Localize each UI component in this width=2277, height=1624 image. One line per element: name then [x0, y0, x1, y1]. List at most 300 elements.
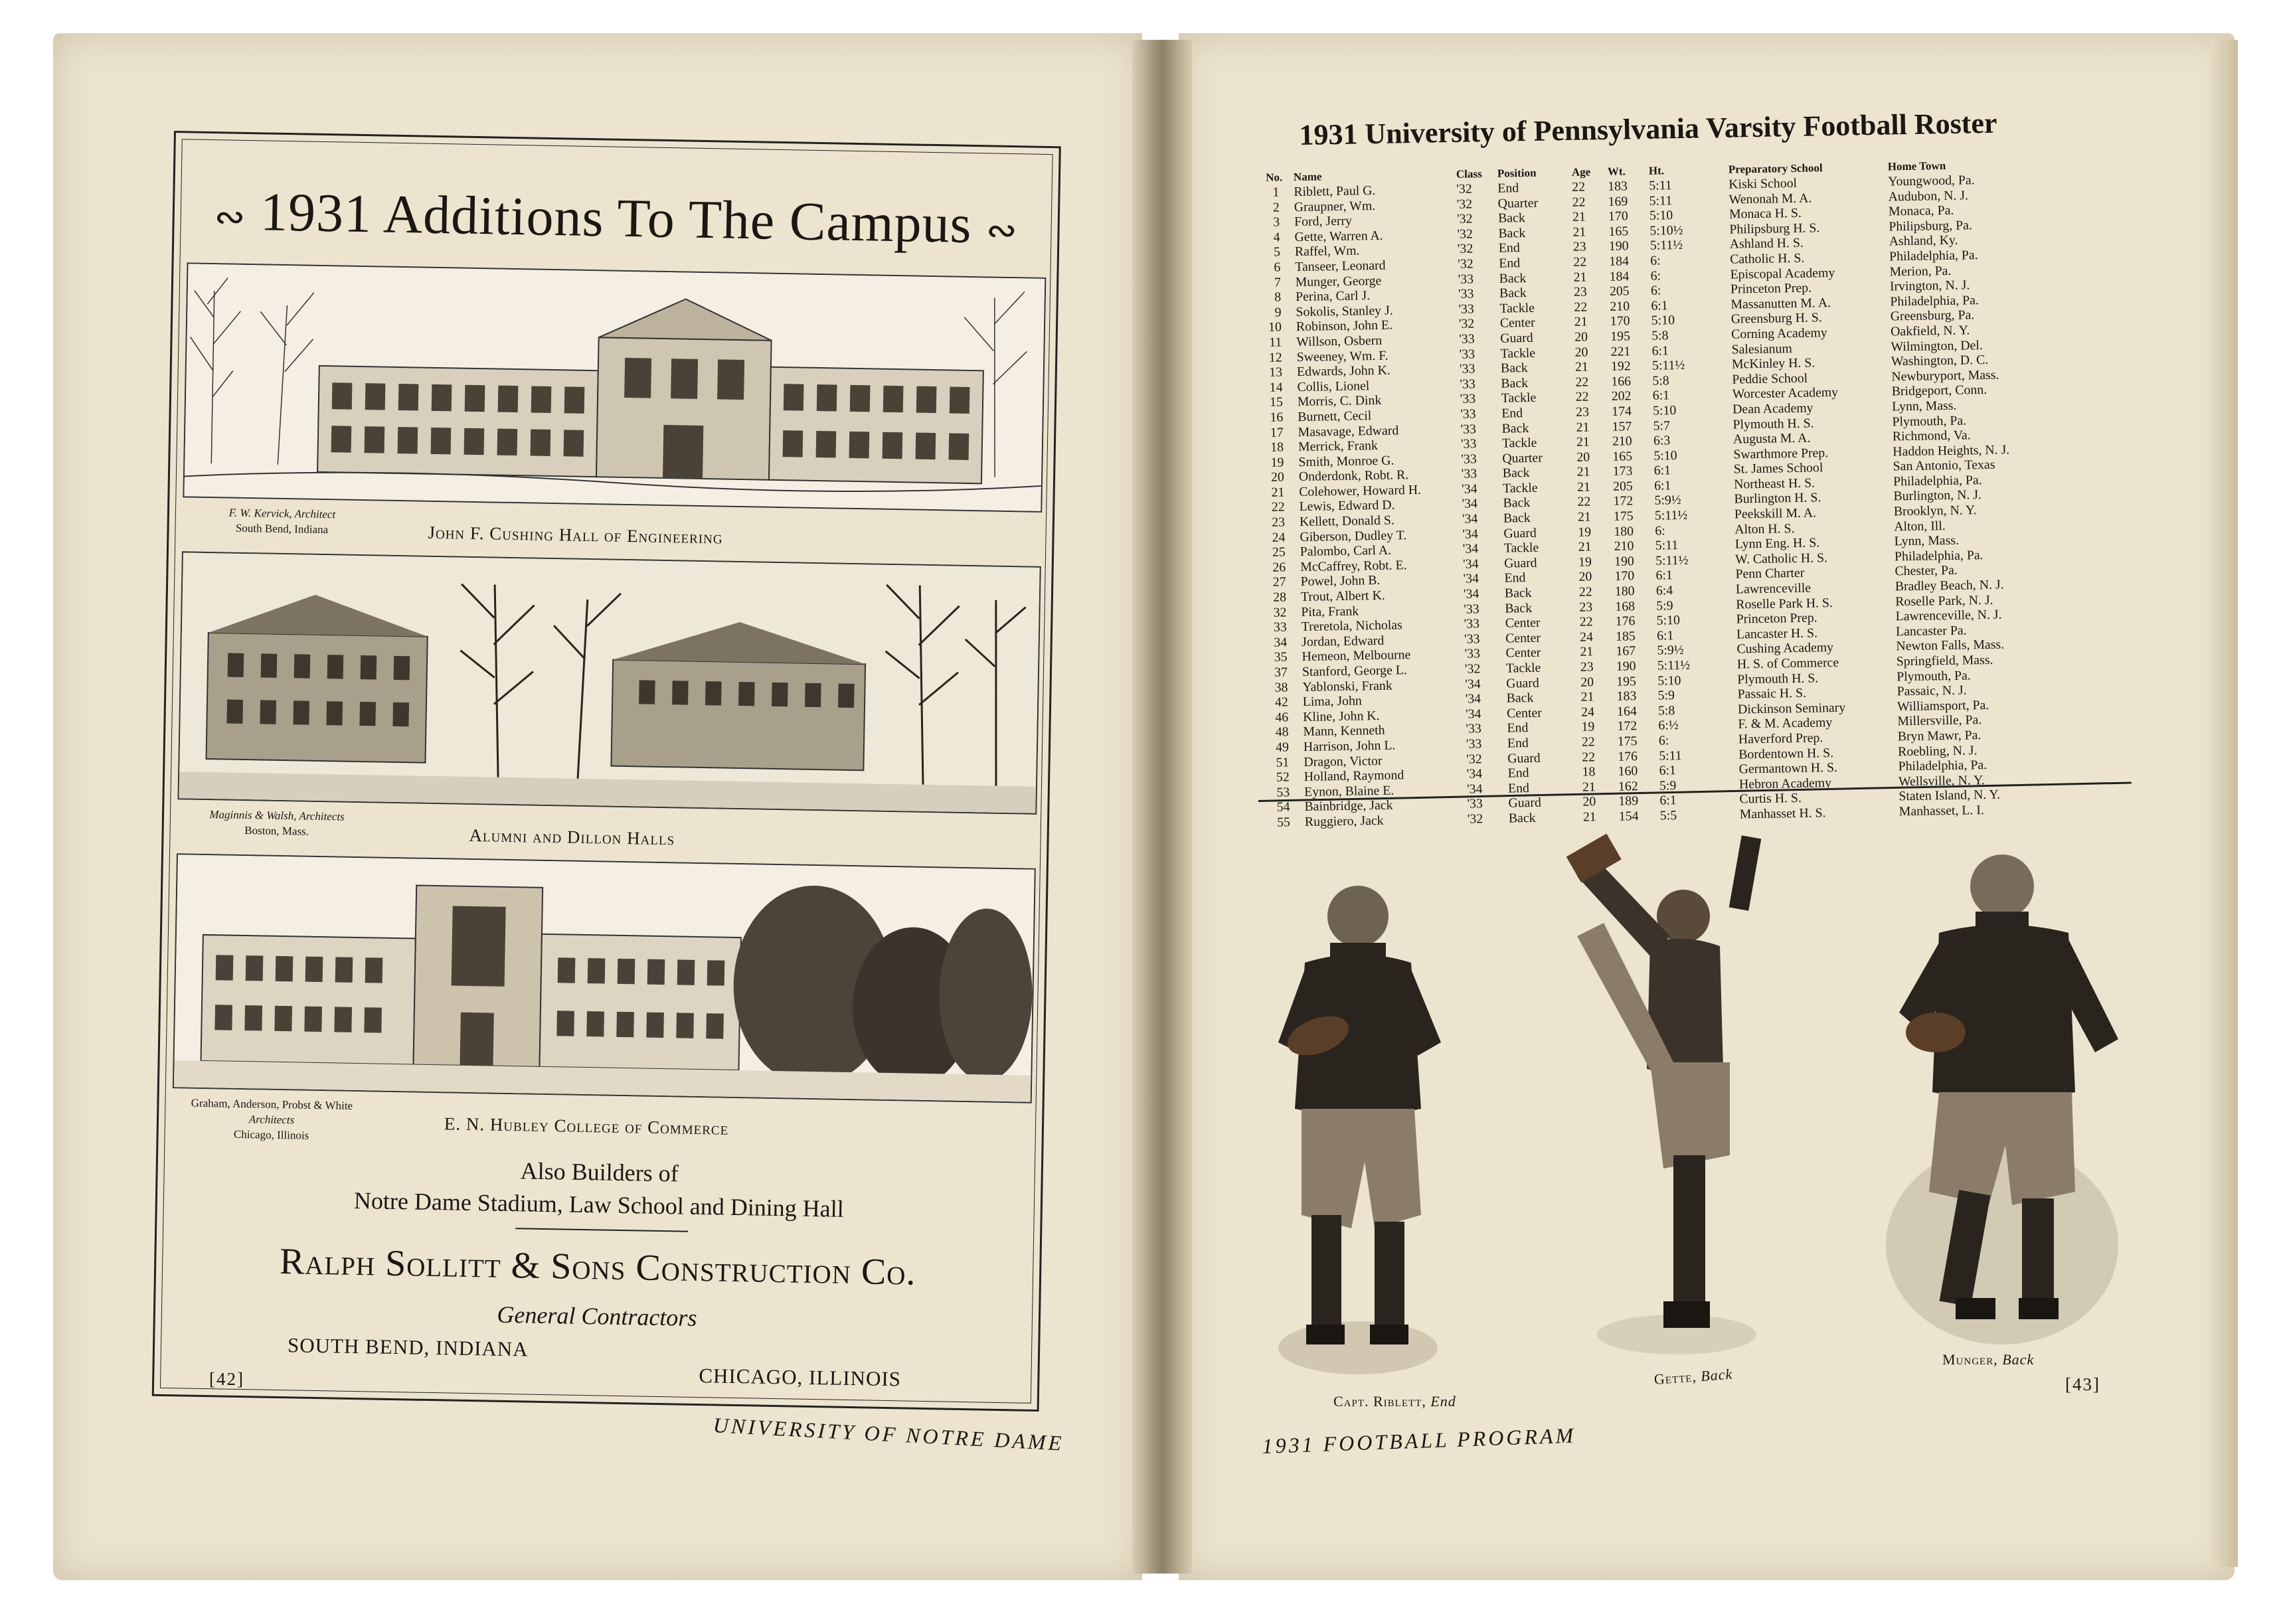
- advertisement-frame: [152, 131, 1061, 1412]
- roster-cell: 21: [1576, 464, 1590, 480]
- roster-cell: 5:11½: [1649, 238, 1683, 254]
- roster-cell: 21: [1271, 485, 1285, 500]
- cushing-architect-credit: [182, 505, 382, 538]
- roster-cell: '34: [1462, 481, 1477, 497]
- roster-cell: Corning Academy: [1731, 325, 1827, 342]
- roster-cell: Episcopal Academy: [1730, 265, 1835, 282]
- hubley-college-caption: E. N. Hubley College of Commerce: [444, 1113, 729, 1139]
- roster-cell: '33: [1459, 331, 1475, 347]
- roster-cell: Alton H. S.: [1734, 521, 1795, 537]
- roster-cell: 22: [1572, 195, 1586, 210]
- roster-cell: '33: [1466, 721, 1482, 737]
- roster-cell: Onderdonk, Robt. R.: [1298, 467, 1409, 485]
- roster-cell: Lawrenceville, N. J.: [1895, 607, 2002, 624]
- roster-cell: Back: [1508, 810, 1536, 826]
- roster-cell: Manhasset, L. I.: [1898, 803, 1984, 819]
- roster-cell: Kiski School: [1729, 175, 1798, 192]
- city-south-bend: SOUTH BEND, INDIANA: [287, 1333, 529, 1361]
- roster-cell: Holland, Raymond: [1304, 768, 1404, 785]
- roster-cell: Plymouth H. S.: [1732, 416, 1814, 432]
- roster-table: [1260, 157, 2066, 830]
- roster-cell: Ruggiero, Jack: [1304, 813, 1384, 829]
- roster-cell: Back: [1499, 270, 1527, 286]
- roster-cell: 35: [1274, 649, 1288, 665]
- roster-cell: Riblett, Paul G.: [1294, 183, 1376, 200]
- roster-cell: Colehower, Howard H.: [1299, 482, 1422, 499]
- roster-cell: Ashland, Ky.: [1889, 233, 1958, 249]
- roster-cell: 157: [1612, 418, 1632, 434]
- roster-cell: Roselle Park, N. J.: [1895, 592, 1993, 609]
- roster-cell: 170: [1608, 208, 1628, 224]
- roster-cell: Mann, Kenneth: [1303, 723, 1385, 740]
- roster-cell: 17: [1270, 424, 1284, 440]
- roster-cell: '33: [1458, 271, 1474, 287]
- roster-cell: Salesianum: [1731, 341, 1792, 357]
- roster-cell: '33: [1459, 361, 1476, 376]
- roster-cell: 5:11: [1649, 178, 1672, 193]
- roster-cell: Germantown H. S.: [1738, 760, 1838, 777]
- roster-cell: Collis, Lionel: [1297, 378, 1370, 394]
- player-name: Gette,: [1653, 1368, 1697, 1388]
- roster-cell: '33: [1464, 631, 1480, 647]
- roster-cell: 22: [1582, 749, 1596, 765]
- roster-cell: Munger, George: [1295, 273, 1382, 289]
- roster-cell: 49: [1275, 740, 1290, 755]
- roster-cell: 172: [1613, 493, 1634, 509]
- roster-cell: Ashland H. S.: [1729, 236, 1804, 252]
- roster-cell: '33: [1461, 451, 1477, 467]
- roster-cell: 5:8: [1657, 703, 1675, 718]
- roster-cell: 5:7: [1653, 418, 1671, 434]
- roster-cell: End: [1497, 181, 1519, 196]
- roster-cell: 19: [1581, 719, 1595, 735]
- roster-cell: 20: [1574, 344, 1588, 360]
- roster-cell: 9: [1274, 305, 1282, 320]
- alumni-dillon-illustration: [177, 551, 1041, 815]
- credit-line: Graham, Anderson, Probst & White: [191, 1096, 353, 1112]
- also-builders-line: Notre Dame Stadium, Law School and Dining Hall: [353, 1186, 845, 1222]
- roster-cell: 42: [1274, 694, 1288, 710]
- roster-cell: '32: [1467, 811, 1483, 827]
- roster-cell: Philadelphia, Pa.: [1889, 248, 1978, 264]
- swash-ornament-right: ∾: [985, 210, 1019, 252]
- roster-cell: 26: [1272, 560, 1286, 575]
- roster-cell: Guard: [1507, 750, 1541, 766]
- roster-cell: 20: [1270, 469, 1285, 485]
- roster-cell: Back: [1504, 585, 1532, 601]
- roster-cell: 6:1: [1652, 388, 1670, 404]
- roster-cell: 160: [1618, 764, 1638, 779]
- roster-cell: 52: [1276, 770, 1290, 785]
- roster-cell: 176: [1615, 613, 1636, 629]
- roster-cell: Wellsville, N. Y.: [1898, 772, 1985, 789]
- roster-cell: Staten Island, N. Y.: [1898, 787, 2001, 804]
- roster-cell: 5:10½: [1649, 222, 1683, 238]
- roster-cell: Back: [1501, 375, 1529, 391]
- roster-cell: Guard: [1506, 675, 1539, 691]
- roster-cell: End: [1507, 766, 1529, 781]
- roster-cell: 7: [1274, 275, 1281, 290]
- roster-cell: Philadelphia, Pa.: [1893, 472, 1982, 489]
- roster-cell: 5:9½: [1657, 643, 1684, 659]
- roster-cell: Chester, Pa.: [1895, 563, 1958, 579]
- roster-cell: 5:11½: [1657, 657, 1691, 673]
- roster-cell: Haverford Prep.: [1738, 730, 1823, 747]
- roster-cell: Tanseer, Leonard: [1295, 258, 1386, 275]
- roster-column-header: No.: [1266, 171, 1283, 184]
- roster-cell: 6:: [1650, 283, 1661, 298]
- player-photo-munger: [1876, 833, 2128, 1354]
- roster-cell: 6: [1274, 260, 1281, 275]
- roster-cell: St. James School: [1733, 460, 1823, 477]
- roster-cell: 221: [1610, 343, 1631, 359]
- roster-cell: 6:4: [1655, 583, 1673, 598]
- roster-cell: 165: [1612, 448, 1633, 464]
- roster-cell: '34: [1465, 676, 1481, 692]
- roster-cell: '32: [1457, 226, 1474, 242]
- roster-cell: Back: [1499, 285, 1527, 301]
- roster-cell: F. & M. Academy: [1738, 715, 1833, 732]
- roster-cell: 5:5: [1659, 808, 1677, 823]
- swash-ornament-left: ∾: [213, 196, 246, 238]
- credit-line: Boston, Mass.: [244, 823, 309, 838]
- roster-cell: 5:9: [1656, 598, 1673, 613]
- roster-cell: 192: [1610, 359, 1631, 374]
- roster-cell: 22: [1574, 299, 1588, 315]
- roster-cell: End: [1498, 240, 1520, 256]
- roster-cell: 6:: [1650, 268, 1661, 284]
- roster-cell: Dragon, Victor: [1304, 753, 1383, 770]
- roster-cell: '33: [1466, 736, 1482, 752]
- roster-cell: Guard: [1503, 525, 1537, 541]
- roster-cell: 2: [1272, 200, 1280, 215]
- roster-cell: 22: [1575, 374, 1589, 390]
- roster-cell: San Antonio, Texas: [1893, 457, 1995, 474]
- roster-cell: 23: [1580, 659, 1594, 675]
- roster-cell: Plymouth, Pa.: [1897, 668, 1971, 684]
- roster-cell: Greensburg, Pa.: [1890, 307, 1975, 324]
- roster-cell: Swarthmore Prep.: [1733, 445, 1829, 462]
- roster-cell: 51: [1276, 754, 1290, 770]
- roster-cell: Raffel, Wm.: [1294, 243, 1360, 260]
- roster-cell: 21: [1580, 689, 1594, 704]
- roster-cell: 21: [1576, 419, 1590, 435]
- roster-cell: '32: [1458, 316, 1475, 332]
- roster-cell: Eynon, Blaine E.: [1304, 783, 1394, 799]
- roster-cell: Lynn Eng. H. S.: [1734, 535, 1820, 552]
- roster-cell: 22: [1572, 179, 1586, 195]
- roster-cell: Pita, Frank: [1301, 604, 1359, 619]
- roster-cell: '34: [1462, 556, 1479, 572]
- player-position: Back: [2002, 1351, 2035, 1368]
- roster-cell: 22: [1577, 494, 1591, 510]
- roster-cell: Tackle: [1500, 345, 1536, 361]
- roster-cell: 20: [1574, 329, 1588, 345]
- roster-cell: 6:1: [1653, 478, 1671, 493]
- roster-cell: Robinson, John E.: [1296, 317, 1393, 335]
- roster-cell: Center: [1499, 315, 1535, 331]
- roster-cell: '33: [1459, 346, 1476, 362]
- roster-cell: Peddie School: [1732, 370, 1808, 387]
- roster-cell: Center: [1505, 645, 1541, 661]
- roster-cell: 21: [1572, 209, 1586, 224]
- roster-cell: 12: [1268, 350, 1282, 365]
- roster-cell: 210: [1614, 538, 1634, 554]
- roster-cell: 5:9: [1657, 688, 1675, 703]
- roster-cell: '33: [1460, 376, 1476, 392]
- roster-cell: Hemeon, Melbourne: [1302, 647, 1411, 665]
- roster-cell: Graupner, Wm.: [1294, 198, 1376, 214]
- roster-cell: Richmond, Va.: [1892, 428, 1971, 444]
- roster-column-header: Wt.: [1607, 165, 1626, 178]
- roster-cell: '34: [1463, 571, 1479, 587]
- roster-cell: Brooklyn, N. Y.: [1893, 503, 1977, 519]
- roster-cell: End: [1507, 780, 1530, 796]
- roster-cell: Kellett, Donald S.: [1299, 513, 1395, 530]
- roster-cell: Bridgeport, Conn.: [1891, 382, 1987, 399]
- roster-cell: 6:1: [1659, 793, 1677, 808]
- roster-cell: Gette, Warren A.: [1294, 228, 1383, 244]
- roster-cell: '33: [1458, 286, 1474, 301]
- roster-cell: Wenonah M. A.: [1729, 191, 1812, 207]
- roster-cell: Manhasset H. S.: [1739, 805, 1826, 822]
- roster-cell: 180: [1614, 584, 1635, 599]
- roster-cell: '33: [1467, 796, 1483, 812]
- roster-cell: Philipsburg, Pa.: [1889, 218, 1973, 234]
- roster-cell: 1: [1272, 185, 1280, 200]
- roster-cell: Burnett, Cecil: [1298, 408, 1372, 424]
- roster-cell: Ford, Jerry: [1294, 213, 1353, 230]
- roster-cell: 21: [1577, 509, 1591, 525]
- roster-cell: Irvington, N. J.: [1889, 278, 1970, 294]
- roster-title: 1931 University of Pennsylvania Varsity Football Roster: [1299, 106, 1997, 151]
- roster-cell: Dean Academy: [1732, 400, 1813, 417]
- roster-cell: 16: [1270, 410, 1284, 425]
- roster-cell: 190: [1608, 238, 1629, 254]
- running-footer-left: UNIVERSITY OF NOTRE DAME: [713, 1413, 1065, 1455]
- roster-cell: 32: [1273, 605, 1287, 620]
- player-name: Munger,: [1942, 1351, 1998, 1368]
- roster-cell: 185: [1615, 629, 1636, 644]
- roster-cell: 195: [1616, 673, 1637, 689]
- roster-cell: Hebron Academy: [1738, 775, 1832, 792]
- roster-cell: 5:11: [1659, 748, 1682, 764]
- roster-cell: H. S. of Commerce: [1736, 655, 1839, 672]
- roster-cell: 6:1: [1655, 568, 1673, 584]
- roster-cell: 20: [1576, 449, 1590, 465]
- roster-cell: 10: [1268, 319, 1282, 335]
- roster-cell: 5:10: [1656, 613, 1681, 628]
- roster-cell: Washington, D. C.: [1891, 353, 1989, 369]
- roster-cell: Trout, Albert K.: [1300, 588, 1385, 605]
- roster-cell: Monaca H. S.: [1729, 205, 1802, 222]
- roster-cell: 173: [1612, 463, 1633, 479]
- roster-cell: Burlington H. S.: [1734, 490, 1821, 507]
- roster-cell: '34: [1466, 766, 1483, 781]
- roster-cell: 25: [1272, 544, 1286, 560]
- player-caption-riblett: [1333, 1393, 1456, 1410]
- roster-cell: 53: [1276, 785, 1290, 800]
- roster-cell: 6:1: [1651, 343, 1669, 359]
- roster-cell: 5:9½: [1654, 493, 1681, 509]
- roster-cell: Lancaster H. S.: [1736, 625, 1818, 642]
- roster-cell: 28: [1273, 590, 1287, 605]
- roster-cell: 4: [1273, 230, 1280, 245]
- roster-cell: 27: [1272, 574, 1286, 590]
- roster-cell: '33: [1460, 421, 1477, 437]
- roster-cell: 22: [1578, 584, 1592, 600]
- roster-cell: Massanutten M. A.: [1730, 295, 1831, 312]
- credit-line: Chicago, Illinois: [233, 1127, 309, 1142]
- roster-cell: 20: [1580, 674, 1594, 690]
- roster-cell: '34: [1462, 541, 1479, 557]
- roster-cell: 34: [1274, 635, 1288, 650]
- roster-cell: Guard: [1500, 330, 1533, 346]
- roster-cell: Lawrenceville: [1735, 580, 1812, 597]
- roster-cell: 5:10: [1652, 403, 1677, 418]
- roster-cell: 205: [1609, 284, 1630, 299]
- roster-cell: 3: [1273, 214, 1280, 230]
- player-position: End: [1430, 1393, 1456, 1410]
- roster-cell: 15: [1269, 394, 1284, 410]
- roster-cell: 190: [1614, 554, 1634, 569]
- book-gutter: [1132, 40, 1192, 1574]
- roster-cell: Smith, Monroe G.: [1298, 453, 1394, 469]
- roster-cell: Cushing Academy: [1736, 640, 1834, 657]
- roster-cell: Curtis H. S.: [1739, 791, 1802, 807]
- roster-cell: End: [1507, 720, 1529, 736]
- roster-cell: Giberson, Dudley T.: [1300, 527, 1407, 544]
- roster-column-header: Preparatory School: [1728, 161, 1823, 176]
- roster-cell: 6:1: [1656, 628, 1674, 643]
- roster-cell: 23: [1272, 515, 1286, 530]
- roster-cell: End: [1504, 570, 1526, 586]
- roster-cell: 21: [1574, 359, 1588, 374]
- roster-cell: 210: [1612, 434, 1632, 449]
- roster-cell: Philipsburg H. S.: [1729, 220, 1820, 237]
- roster-cell: Dickinson Seminary: [1737, 700, 1846, 717]
- roster-cell: Edwards, John K.: [1296, 363, 1391, 380]
- roster-cell: Plymouth, Pa.: [1892, 413, 1967, 429]
- roster-cell: 54: [1276, 799, 1290, 815]
- roster-cell: 21: [1573, 270, 1587, 285]
- roster-cell: '34: [1462, 511, 1478, 527]
- roster-cell: Masavage, Edward: [1298, 422, 1399, 440]
- roster-cell: Tackle: [1501, 435, 1537, 451]
- roster-cell: 5:11½: [1654, 507, 1688, 523]
- roster-cell: '34: [1466, 781, 1483, 797]
- roster-cell: 172: [1617, 718, 1638, 734]
- roster-cell: Williamsport, Pa.: [1897, 697, 1989, 714]
- roster-cell: Tackle: [1499, 300, 1535, 316]
- roster-cell: 24: [1579, 629, 1594, 645]
- roster-cell: 21: [1580, 644, 1594, 660]
- roster-cell: 175: [1617, 734, 1638, 749]
- roster-cell: 14: [1269, 380, 1283, 395]
- roster-cell: Alton, Ill.: [1894, 518, 1946, 534]
- roster-cell: 210: [1610, 299, 1630, 314]
- roster-cell: Philadelphia, Pa.: [1890, 292, 1980, 309]
- roster-cell: Penn Charter: [1735, 566, 1805, 582]
- roster-cell: Greensburg H. S.: [1730, 310, 1822, 327]
- roster-cell: 24: [1580, 704, 1595, 720]
- roster-cell: Lima, John: [1302, 693, 1362, 710]
- roster-cell: 167: [1616, 643, 1636, 659]
- also-builders-line: Also Builders of: [520, 1157, 679, 1187]
- roster-cell: Willson, Osbern: [1296, 333, 1383, 350]
- roster-cell: Youngwood, Pa.: [1888, 173, 1975, 189]
- roster-cell: 190: [1616, 659, 1636, 674]
- roster-cell: Oakfield, N. Y.: [1890, 323, 1970, 339]
- roster-cell: 24: [1272, 530, 1286, 545]
- roster-cell: '32: [1456, 181, 1472, 197]
- roster-cell: 5:11½: [1651, 358, 1685, 373]
- player-position: Back: [1700, 1365, 1733, 1385]
- roster-cell: 19: [1578, 525, 1592, 540]
- roster-cell: 48: [1275, 724, 1289, 740]
- roster-cell: 37: [1274, 665, 1288, 680]
- roster-column-header: Position: [1497, 166, 1537, 180]
- roster-cell: 22: [1575, 389, 1589, 405]
- roster-cell: End: [1507, 736, 1529, 751]
- roster-cell: 175: [1613, 509, 1634, 524]
- roster-cell: 46: [1275, 710, 1289, 725]
- roster-cell: Back: [1506, 690, 1534, 706]
- roster-cell: 19: [1578, 554, 1592, 570]
- roster-cell: 154: [1618, 809, 1639, 824]
- roster-cell: 21: [1576, 479, 1591, 495]
- city-chicago: CHICAGO, ILLINOIS: [699, 1364, 902, 1391]
- hubley-college-illustration: [173, 853, 1036, 1103]
- roster-cell: '33: [1460, 391, 1476, 407]
- roster-cell: Bainbridge, Jack: [1304, 798, 1393, 815]
- credit-line: Architects: [248, 1113, 295, 1127]
- roster-cell: 13: [1269, 365, 1283, 380]
- roster-cell: End: [1499, 256, 1521, 271]
- roster-cell: 168: [1615, 598, 1636, 614]
- roster-cell: Quarter: [1497, 195, 1539, 211]
- roster-cell: 6:3: [1653, 433, 1671, 448]
- roster-cell: 23: [1573, 284, 1588, 299]
- roster-cell: 5:8: [1652, 373, 1669, 388]
- roster-cell: Bordentown H. S.: [1738, 745, 1834, 762]
- roster-cell: 5: [1273, 244, 1281, 260]
- roster-cell: 169: [1608, 193, 1628, 209]
- roster-cell: Kline, John K.: [1302, 708, 1380, 724]
- roster-cell: W. Catholic H. S.: [1734, 550, 1828, 567]
- roster-cell: Yablonski, Frank: [1302, 678, 1392, 694]
- alumni-dillon-architect-credit: [177, 807, 377, 841]
- roster-cell: 166: [1611, 374, 1632, 389]
- roster-cell: '34: [1465, 691, 1481, 706]
- roster-cell: 5:10: [1653, 447, 1677, 463]
- roster-cell: 174: [1612, 404, 1632, 419]
- page-edge: [2211, 40, 2238, 1567]
- roster-cell: Philadelphia, Pa.: [1894, 547, 1983, 564]
- roster-cell: Audubon, N. J.: [1888, 187, 1969, 204]
- roster-cell: 21: [1582, 779, 1596, 795]
- roster-cell: '32: [1466, 751, 1482, 767]
- roster-cell: '33: [1460, 436, 1477, 451]
- roster-cell: 5:11: [1655, 538, 1679, 553]
- roster-cell: '33: [1458, 301, 1475, 317]
- running-footer-right: 1931 FOOTBALL PROGRAM: [1262, 1423, 1576, 1458]
- roster-cell: 6:1: [1651, 298, 1668, 313]
- roster-cell: '32: [1458, 256, 1474, 272]
- roster-cell: 165: [1608, 224, 1629, 239]
- roster-cell: Sweeney, Wm. F.: [1296, 348, 1389, 365]
- roster-cell: Roebling, N. J.: [1898, 742, 1978, 759]
